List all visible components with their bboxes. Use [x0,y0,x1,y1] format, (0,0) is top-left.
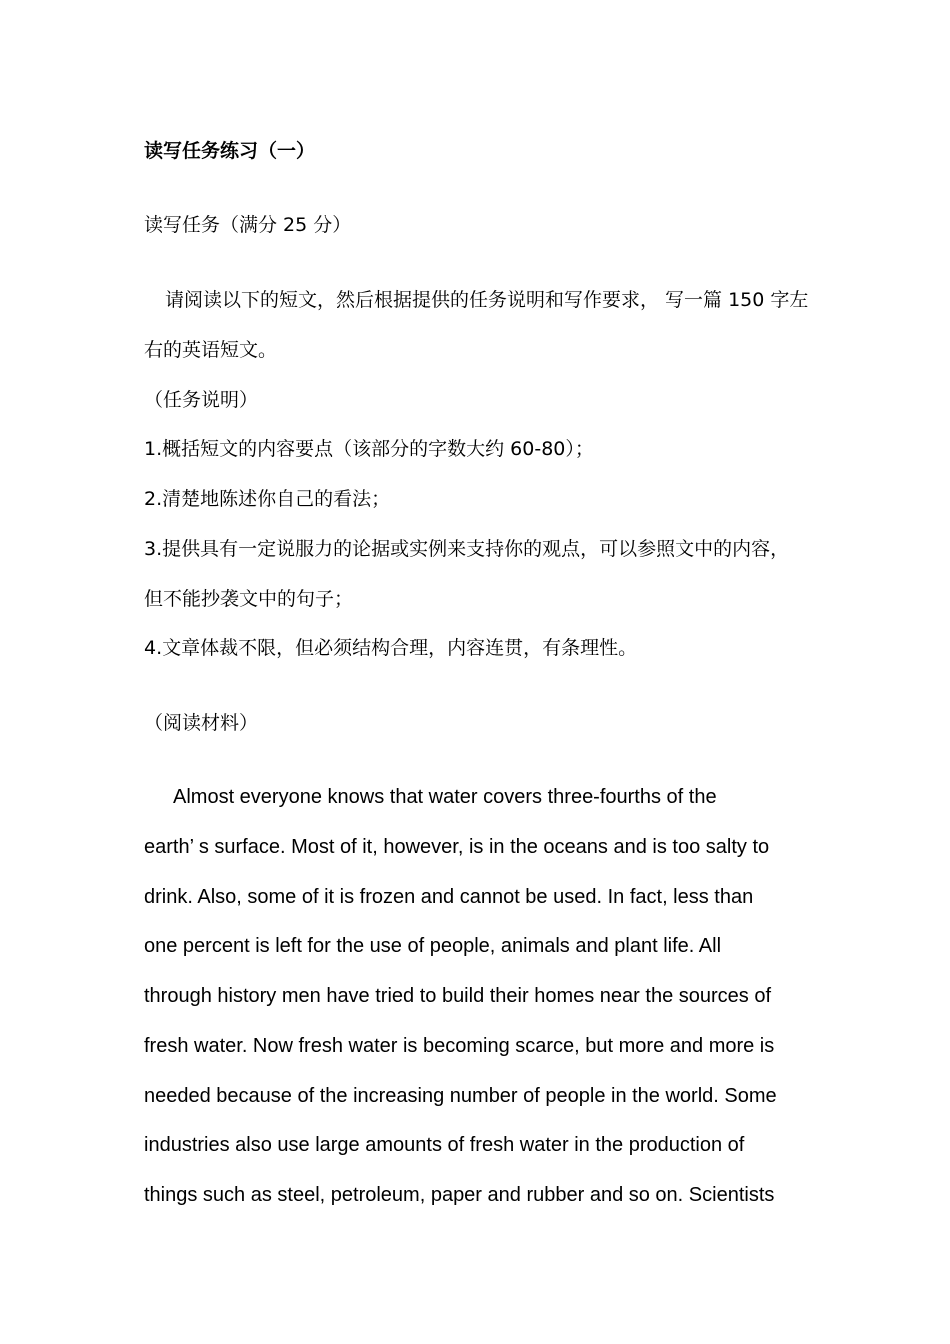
reading-line: industries also use large amounts of fresh water in the production of [144,1134,745,1156]
reading-line: earth’ s surface. Most of it, however, is in the oceans and is too salty to [144,836,770,858]
instruction-line: 右的英语短文。 [144,339,278,361]
task-item: 3.提供具有一定说服力的论据或实例来支持你的观点，可以参照文中的内容， [144,538,790,560]
task-item: 1.概括短文的内容要点（该部分的字数大约 60-80）； [144,438,594,460]
document-title: 读写任务练习（一） [144,140,316,162]
task-item: 2.清楚地陈述你自己的看法； [144,488,391,510]
instruction-line: 请阅读以下的短文，然后根据提供的任务说明和写作要求， 写一篇 150 字左 [165,289,809,311]
reading-line: through history men have tried to build their homes near the sources of [144,985,772,1007]
reading-line: drink. Also, some of it is frozen and cannot be used. In fact, less than [144,886,754,908]
reading-line: things such as steel, petroleum, paper and rubber and so on. Scientists [144,1184,775,1206]
reading-heading: （阅读材料） [144,712,259,734]
reading-line: needed because of the increasing number of people in the world. Some [144,1085,777,1107]
reading-line: one percent is left for the use of people, animals and plant life. All [144,935,722,957]
reading-line: fresh water. Now fresh water is becoming scarce, but more and more is [144,1035,775,1057]
section-heading: 读写任务（满分 25 分） [144,214,352,236]
task-heading: （任务说明） [144,389,259,411]
reading-line: Almost everyone knows that water covers three-fourths of the [173,786,717,808]
task-item: 4.文章体裁不限，但必须结构合理，内容连贯，有条理性。 [144,637,638,659]
task-item: 但不能抄袭文中的句子； [144,588,354,610]
